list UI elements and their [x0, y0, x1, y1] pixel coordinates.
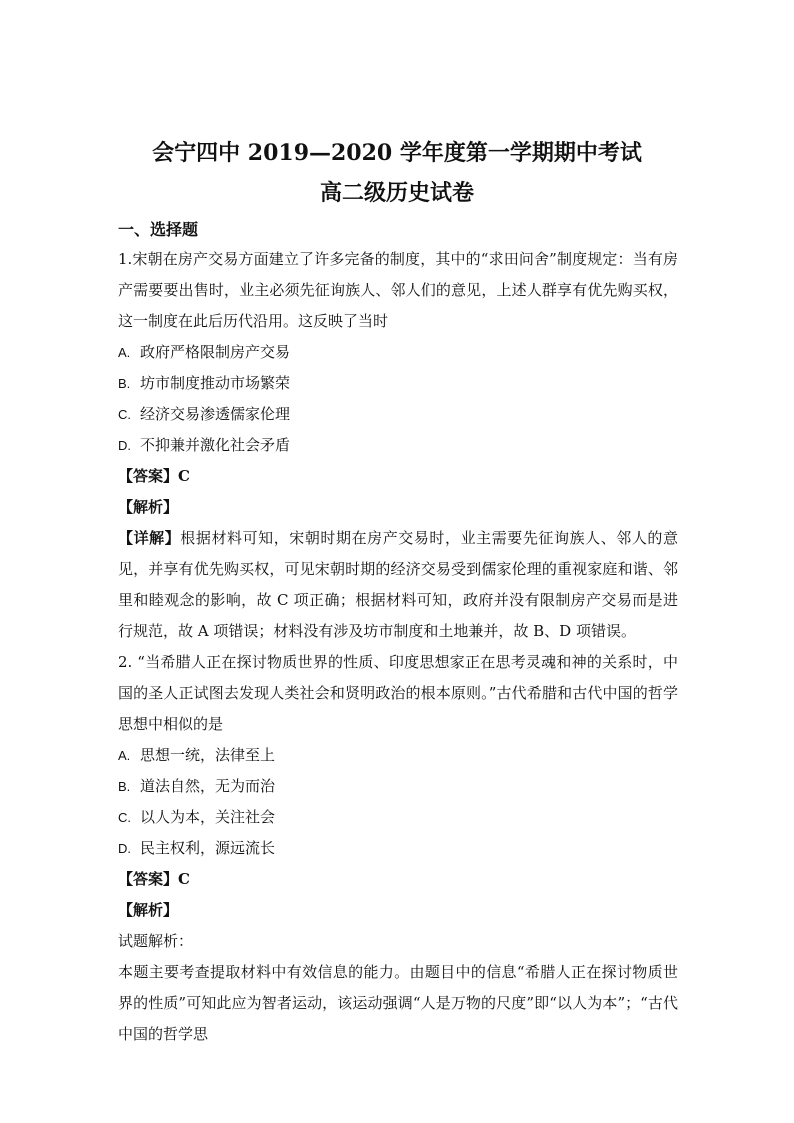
option-text: 以人为本，关注社会 — [140, 808, 276, 826]
exam-title: 会宁四中 2019—2020 学年度第一学期期中考试 — [152, 140, 642, 166]
option-letter: C. — [118, 407, 131, 422]
option-letter: D. — [118, 438, 131, 453]
question-1-option-b — [118, 368, 678, 399]
question-1-analysis-label: 【解析】 — [118, 498, 179, 516]
question-1-detail — [118, 523, 678, 647]
question-1-stem: 1.宋朝在房产交易方面建立了许多完备的制度，其中的“求田问舍”制度规定：当有房产需要要出售时，业主必须先征询族人、邻人们的意见，上述人群享有优先购买权，这一制度在此后历代沿用。这反映了当时 — [118, 250, 678, 330]
section-heading: 一、选择题 — [118, 220, 199, 239]
question-1-option-c — [118, 399, 678, 430]
option-text: 民主权利，源远流长 — [140, 839, 276, 857]
question-1-option-a — [118, 337, 678, 368]
exam-content — [118, 214, 678, 1050]
detail-text: 根据材料可知，宋朝时期在房产交易时，业主需要先征询族人、邻人的意见，并享有优先购买权，可见宋朝时期的经济交易受到儒家伦理的重视家庭和谐、邻里和睦观念的影响，故 C 项正确；根据材料可知，政府并没有限制房产交易而是进行规范，故 A 项错误；材料没有涉及坊市制度和土地兼并，故 B、D 项错误。 — [118, 529, 678, 640]
detail-label: 【详解】 — [118, 529, 181, 547]
option-letter: C. — [118, 810, 131, 825]
question-2-option-d — [118, 833, 678, 864]
option-letter: A. — [118, 748, 131, 763]
question-1-answer: 【答案】C — [118, 467, 190, 485]
option-text: 经济交易渗透儒家伦理 — [140, 405, 291, 423]
exam-subtitle: 高二级历史试卷 — [319, 180, 474, 206]
question-2-option-c — [118, 802, 678, 833]
option-text: 思想一统，法律至上 — [140, 746, 276, 764]
option-letter: A. — [118, 345, 131, 360]
question-2-stem: 2. “当希腊人正在探讨物质世界的性质、印度思想家正在思考灵魂和神的关系时，中国的圣人正试图去发现人类社会和贤明政治的根本原则。”古代希腊和古代中国的哲学思想中相似的是 — [118, 653, 678, 733]
option-text: 不抑兼并激化社会矛盾 — [140, 436, 291, 454]
question-2-option-b — [118, 771, 678, 802]
question-2-analysis-text: 本题主要考查提取材料中有效信息的能力。由题目中的信息“希腊人正在探讨物质世界的性质”可知此应为智者运动，该运动强调“人是万物的尺度”即“以人为本”；“古代中国的哲学思 — [118, 963, 678, 1043]
option-letter: D. — [118, 841, 131, 856]
question-2-analysis-label: 【解析】 — [118, 901, 179, 919]
question-1-option-d — [118, 430, 678, 461]
option-letter: B. — [118, 779, 131, 794]
option-letter: B. — [118, 376, 131, 391]
option-text: 道法自然，无为而治 — [140, 777, 276, 795]
question-2-answer: 【答案】C — [118, 870, 190, 888]
question-2-analysis-intro: 试题解析： — [118, 932, 194, 950]
option-text: 坊市制度推动市场繁荣 — [140, 374, 291, 392]
option-text: 政府严格限制房产交易 — [140, 343, 291, 361]
question-2-option-a — [118, 740, 678, 771]
